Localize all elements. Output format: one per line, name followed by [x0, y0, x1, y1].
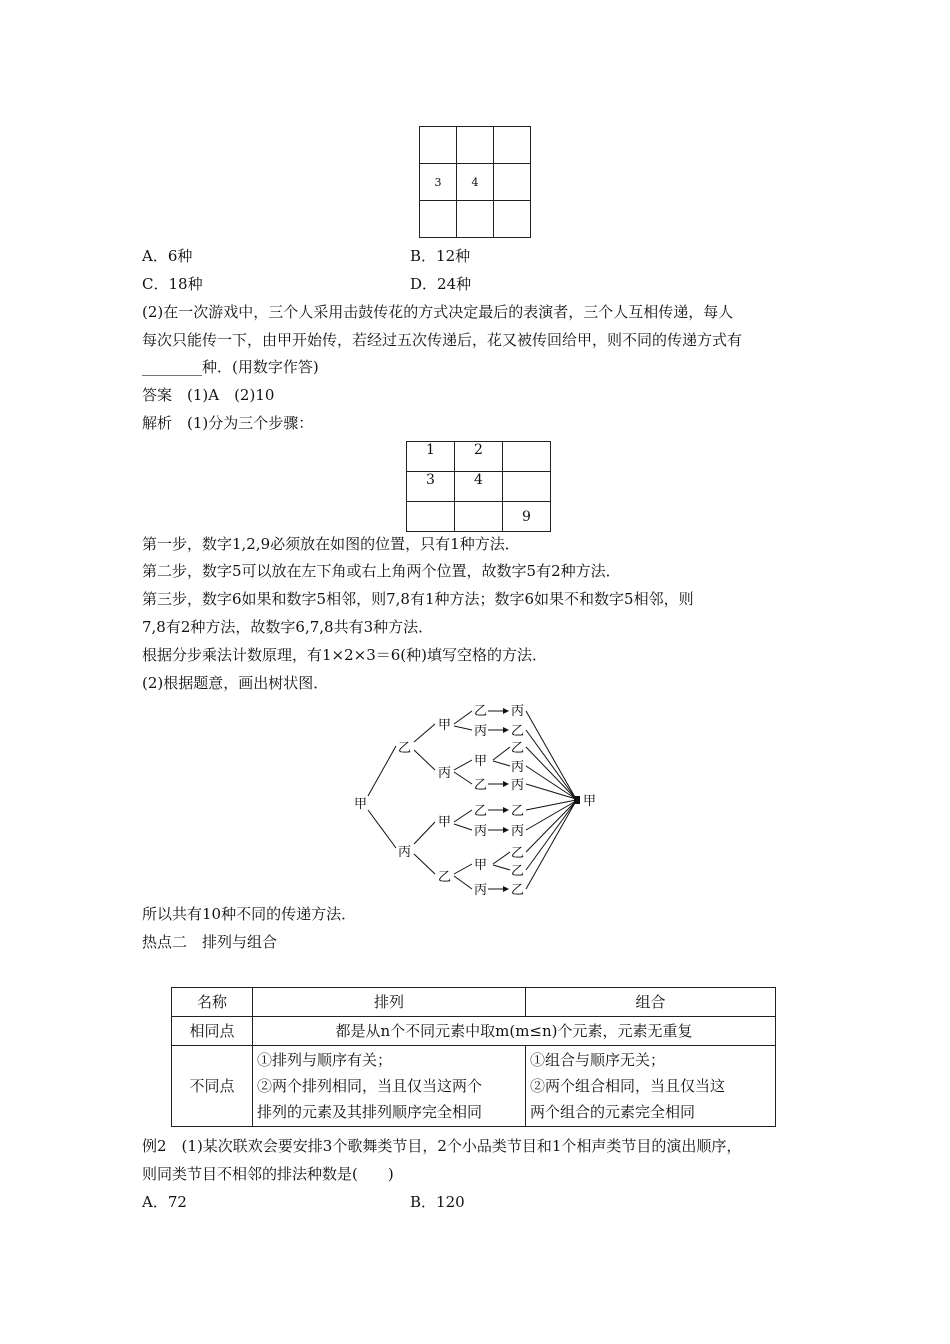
grid-cell: 4 — [455, 472, 503, 502]
grid-cell — [420, 201, 457, 238]
tree-node: 乙 — [398, 741, 412, 756]
tree-diagram — [340, 700, 610, 900]
tree-node: 丙 — [511, 824, 525, 839]
option-a: A．72 — [142, 1193, 187, 1211]
permutation-cell — [253, 1046, 526, 1127]
grid-cell — [407, 502, 455, 532]
convergence-node — [574, 796, 580, 804]
grid-cell — [494, 127, 531, 164]
number-grid-question — [419, 126, 531, 238]
question-2-line: (2)在一次游戏中，三个人采用击鼓传花的方式决定最后的表演者，三个人互相传递，每人 — [142, 303, 734, 321]
grid-cell: 1 — [407, 442, 455, 472]
step-line: 第三步，数字6如果和数字5相邻，则7,8有1种方法；数字6如果不和数字5相邻，则 — [142, 590, 694, 608]
conclusion: 所以共有10种不同的传递方法． — [142, 905, 357, 923]
cell-line: ①组合与顺序无关； — [530, 1051, 666, 1069]
row-label: 相同点 — [172, 1017, 253, 1046]
tree-node: 乙 — [474, 704, 488, 719]
tree-node: 乙 — [511, 724, 525, 739]
cell-line: 排列的元素及其排列顺序完全相同 — [257, 1103, 483, 1121]
tree-node: 甲 — [474, 754, 488, 769]
analysis-intro: 解析 (1)分为三个步骤： — [142, 414, 314, 432]
grid-cell — [420, 127, 457, 164]
grid-cell — [457, 201, 494, 238]
grid-cell: 3 — [407, 472, 455, 502]
table-header: 排列 — [253, 988, 526, 1017]
answer-line: 答案 (1)A (2)10 — [142, 386, 275, 404]
step-line: 第二步，数字5可以放在左下角或右上角两个位置，故数字5有2种方法． — [142, 562, 621, 580]
step-line: (2)根据题意，画出树状图． — [142, 674, 329, 692]
section-title: 热点二 排列与组合 — [142, 933, 278, 951]
option-a: A．6种 — [142, 247, 193, 265]
combination-cell — [526, 1046, 776, 1127]
tree-node: 丙 — [474, 724, 488, 739]
tree-node: 丙 — [511, 760, 525, 775]
question-2-line: 每次只能传一下，由甲开始传，若经过五次传递后，花又被传回给甲，则不同的传递方式有 — [142, 331, 743, 349]
tree-node: 甲 — [438, 718, 452, 733]
tree-node: 丙 — [438, 766, 452, 781]
grid-cell: 9 — [503, 502, 551, 532]
example-2-line: 则同类节目不相邻的排法种数是( ) — [142, 1165, 394, 1183]
grid-cell — [455, 502, 503, 532]
grid-cell: 3 — [420, 164, 457, 201]
row-label: 不同点 — [172, 1046, 253, 1127]
tree-node: 乙 — [511, 804, 525, 819]
question-2-line: ________种．(用数字作答) — [142, 358, 319, 376]
step-line: 第一步，数字1,2,9必须放在如图的位置，只有1种方法． — [142, 535, 520, 553]
cell-line: ①排列与顺序有关； — [257, 1051, 393, 1069]
cell-line: 两个组合的元素完全相同 — [530, 1103, 696, 1121]
table-header: 组合 — [526, 988, 776, 1017]
option-d: D．24种 — [410, 275, 472, 293]
tree-node: 丙 — [398, 845, 412, 860]
grid-cell — [503, 442, 551, 472]
tree-node: 甲 — [438, 815, 452, 830]
tree-node: 丙 — [474, 824, 488, 839]
option-b: B．120 — [410, 1193, 465, 1211]
grid-cell: 4 — [457, 164, 494, 201]
grid-cell — [494, 164, 531, 201]
tree-node: 丙 — [511, 778, 525, 793]
step-line: 7,8有2种方法，故数字6,7,8共有3种方法． — [142, 618, 434, 636]
example-2-line: 例2 (1)某次联欢会要安排3个歌舞类节目，2个小品类节目和1个相声类节目的演出顺序， — [142, 1137, 742, 1155]
option-c: C．18种 — [142, 275, 203, 293]
tree-node: 丙 — [474, 883, 488, 898]
tree-node: 甲 — [354, 797, 368, 812]
cell-line: ②两个组合相同，当且仅当这 — [530, 1077, 726, 1095]
grid-cell — [503, 472, 551, 502]
tree-node: 乙 — [474, 804, 488, 819]
option-b: B．12种 — [410, 247, 471, 265]
tree-node: 乙 — [511, 883, 525, 898]
tree-node: 乙 — [511, 846, 525, 861]
same-point-cell: 都是从n个不同元素中取m(m≤n)个元素，元素无重复 — [253, 1017, 776, 1046]
tree-node: 乙 — [474, 778, 488, 793]
tree-node: 乙 — [511, 741, 525, 756]
cell-line: ②两个排列相同，当且仅当这两个 — [257, 1077, 483, 1095]
number-grid-solution — [406, 441, 551, 532]
grid-cell: 2 — [455, 442, 503, 472]
step-line: 根据分步乘法计数原理，有1×2×3＝6(种)填写空格的方法． — [142, 646, 548, 664]
tree-node: 乙 — [438, 870, 452, 885]
tree-node: 乙 — [511, 864, 525, 879]
tree-node: 丙 — [511, 704, 525, 719]
comparison-table — [171, 987, 776, 1127]
tree-node: 甲 — [474, 858, 488, 873]
table-header: 名称 — [172, 988, 253, 1017]
tree-node: 甲 — [583, 794, 597, 809]
grid-cell — [457, 127, 494, 164]
grid-cell — [494, 201, 531, 238]
